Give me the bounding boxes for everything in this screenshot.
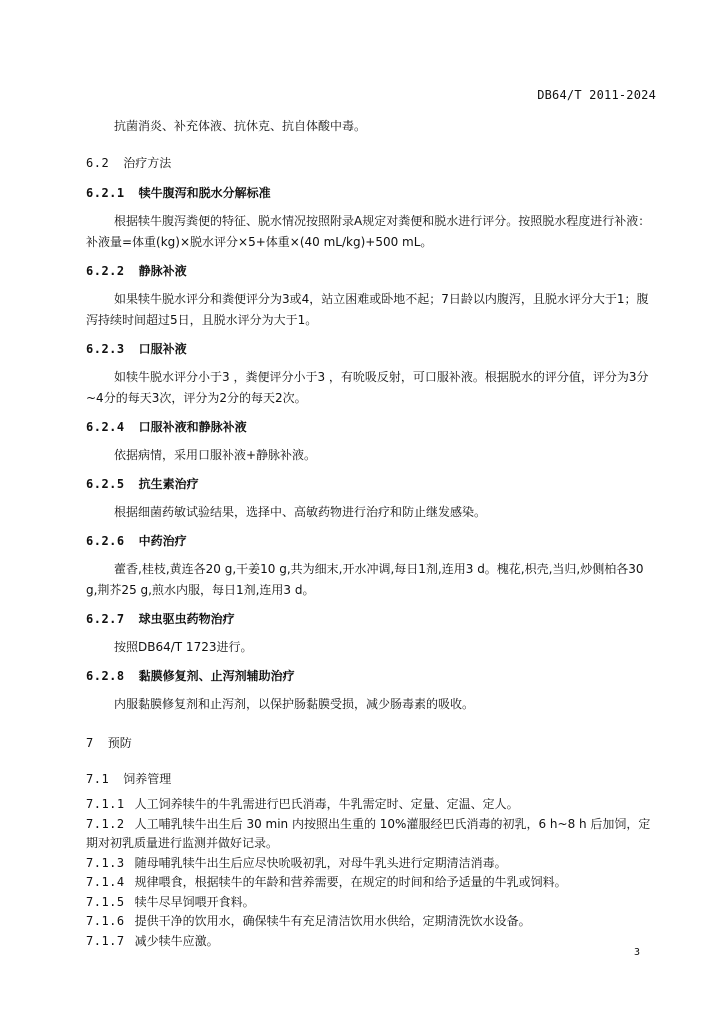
section-title: 口服补液和静脉补液 (138, 420, 247, 434)
section-title: 黏膜修复剂、止泻剂辅助治疗 (138, 669, 295, 683)
paragraph: 按照DB64/T 1723进行。 (114, 640, 253, 654)
section-number: 6.2.4 (86, 420, 125, 434)
section-number: 7 (86, 736, 94, 750)
section-heading-7-1 (86, 769, 656, 789)
section-title: 犊牛腹泻和脱水分解标准 (138, 186, 271, 200)
list-item-number: 7.1.6 (86, 914, 125, 928)
section-heading-6-2 (86, 153, 656, 173)
list-item-text: 随母哺乳犊牛出生后应尽快吮吸初乳，对母牛乳头进行定期清洁消毒。 (134, 855, 507, 870)
section-number: 6.2.6 (86, 534, 125, 548)
section-title: 抗生素治疗 (138, 477, 199, 491)
document-code: DB64/T 2011-2024 (537, 88, 656, 102)
paragraph: 根据犊牛腹泻粪便的特征、脱水情况按照附录A规定对粪便和脱水进行评分。按照脱水程度进行补液：补液量=体重(kg)×脱水评分×5+体重×(40 mL/kg)+500 mL。 (86, 214, 651, 249)
section-title: 口服补液 (138, 342, 187, 356)
list-item-text: 规律喂食，根据犊牛的年龄和营养需要，在规定的时间和给予适量的牛乳或饲料。 (134, 875, 567, 889)
section-title: 饲养管理 (123, 772, 172, 786)
list-item-number: 7.1.1 (86, 797, 125, 811)
section-title: 治疗方法 (123, 156, 172, 170)
section-title: 静脉补液 (138, 264, 187, 278)
list-7-1 (86, 795, 656, 951)
list-item-number: 7.1.5 (86, 894, 125, 909)
paragraph: 如果犊牛脱水评分和粪便评分为3或4，站立困难或卧地不起；7日龄以内腹泻，且脱水评分大于1；腹泻持续时间超过5日，且脱水评分为大于1。 (86, 292, 649, 327)
list-item (86, 932, 656, 952)
section-heading-6-2-8 (86, 666, 656, 686)
section-heading-6-2-2 (86, 261, 656, 281)
paragraph: 根据细菌药敏试验结果，选择中、高敏药物进行治疗和防止继发感染。 (114, 505, 487, 519)
list-item-text: 减少犊牛应激。 (134, 933, 219, 948)
section-number: 7.1 (86, 772, 110, 786)
section-number: 6.2.7 (86, 612, 125, 626)
section-title: 中药治疗 (138, 534, 187, 548)
list-item (86, 873, 656, 893)
section-title: 预防 (107, 736, 132, 750)
list-item-text: 犊牛尽早饲喂开食料。 (134, 894, 255, 909)
list-item-number: 7.1.2 (86, 816, 125, 831)
paragraph: 如犊牛脱水评分小于3 ，粪便评分小于3 ，有吮吸反射，可口服补液。根据脱水的评分值，评分为3分~4分的每天3次，评分为2分的每天2次。 (86, 370, 649, 405)
list-item (86, 854, 656, 874)
section-title: 球虫驱虫药物治疗 (138, 612, 235, 626)
paragraph: 藿香,桂枝,黄连各20 g,干姜10 g,共为细末,开水冲调,每日1剂,连用3 d。槐花,枳壳,当归,炒侧柏各30 g,荆芥25 g,煎水内服，每日1剂,连用3 d。 (86, 562, 644, 597)
section-number: 6.2.5 (86, 477, 125, 491)
section-number: 6.2.1 (86, 186, 125, 200)
page-number: 3 (633, 947, 640, 958)
list-item (86, 893, 656, 913)
section-heading-7 (86, 733, 656, 753)
list-item-number: 7.1.7 (86, 933, 125, 948)
section-heading-6-2-5 (86, 474, 656, 494)
list-item-text: 人工哺乳犊牛出生后 30 min 内按照出生重的 10%灌服经巴氏消毒的初乳，6 h~8 h 后加饲，定期对初乳质量进行监测并做好记录。 (86, 816, 651, 850)
section-number: 6.2 (86, 156, 110, 170)
list-item-number: 7.1.4 (86, 875, 125, 889)
list-item (86, 815, 656, 854)
section-number: 6.2.2 (86, 264, 125, 278)
section-heading-6-2-4 (86, 417, 656, 437)
paragraph: 抗菌消炎、补充体液、抗休克、抗自体酸中毒。 (114, 119, 367, 133)
section-heading-6-2-7 (86, 609, 656, 629)
list-item-number: 7.1.3 (86, 855, 125, 870)
paragraph: 内服黏膜修复剂和止泻剂，以保护肠黏膜受损，减少肠毒素的吸收。 (114, 697, 475, 711)
section-heading-6-2-6 (86, 531, 656, 551)
section-number: 6.2.8 (86, 669, 125, 683)
section-heading-6-2-3 (86, 339, 656, 359)
paragraph: 依据病情，采用口服补液+静脉补液。 (114, 448, 317, 462)
list-item (86, 912, 656, 932)
list-item-text: 提供干净的饮用水，确保犊牛有充足清洁饮用水供给，定期清洗饮水设备。 (134, 914, 531, 928)
document-body (86, 116, 656, 951)
section-heading-6-2-1 (86, 183, 656, 203)
list-item (86, 795, 656, 815)
list-item-text: 人工饲养犊牛的牛乳需进行巴氏消毒，牛乳需定时、定量、定温、定人。 (134, 797, 519, 811)
section-number: 6.2.3 (86, 342, 125, 356)
